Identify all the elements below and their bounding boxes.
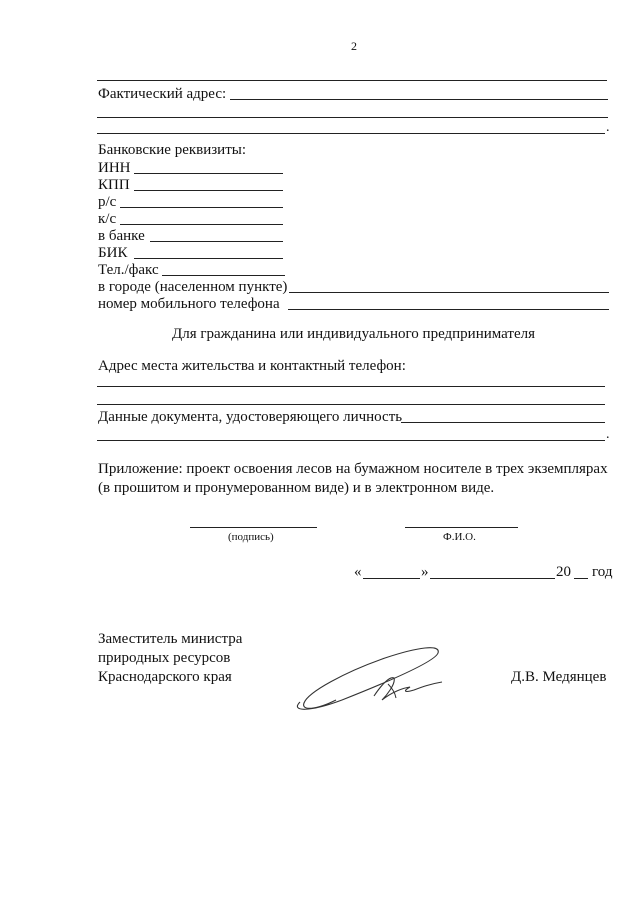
id-doc-label: Данные документа, удостоверяющего личность — [98, 409, 403, 425]
bik-field[interactable] — [134, 258, 283, 259]
phone-fax-label: Тел./факс — [98, 262, 159, 278]
actual-address-field[interactable] — [230, 99, 608, 100]
kpp-label: КПП — [98, 177, 130, 193]
attachment-line2: (в прошитом и пронумерованном виде) и в электронном виде. — [98, 480, 495, 496]
date-month-field[interactable] — [430, 578, 555, 579]
signature-field[interactable] — [190, 527, 317, 528]
actual-address-field-2[interactable] — [97, 117, 608, 118]
handwritten-signature — [290, 640, 460, 720]
city-field[interactable] — [289, 292, 609, 293]
id-doc-field-2[interactable] — [97, 440, 605, 441]
bank-field[interactable] — [150, 241, 283, 242]
date-year-field[interactable] — [574, 578, 588, 579]
period: . — [606, 427, 610, 442]
inn-field[interactable] — [134, 173, 283, 174]
residence-field-2[interactable] — [97, 404, 605, 405]
rs-field[interactable] — [120, 207, 283, 208]
mobile-label: номер мобильного телефона — [98, 296, 280, 312]
city-label: в городе (населенном пункте) — [98, 279, 288, 295]
id-doc-field[interactable] — [401, 422, 605, 423]
kpp-field[interactable] — [134, 190, 283, 191]
residence-label: Адрес места жительства и контактный телефон: — [98, 358, 406, 374]
bank-label: в банке — [98, 228, 145, 244]
actual-address-field-3[interactable] — [97, 133, 605, 134]
signature-caption: (подпись) — [228, 531, 274, 543]
inn-label: ИНН — [98, 160, 131, 176]
date-year-suffix: год — [592, 564, 613, 580]
attachment-line1: Приложение: проект освоения лесов на бумажном носителе в трех экземплярах — [98, 461, 608, 477]
phone-fax-field[interactable] — [162, 275, 285, 276]
bik-label: БИК — [98, 245, 128, 261]
mobile-field[interactable] — [288, 309, 609, 310]
page-number: 2 — [351, 39, 357, 53]
actual-address-label: Фактический адрес: — [98, 86, 227, 102]
signatory-name: Д.В. Медянцев — [511, 669, 607, 685]
fio-field[interactable] — [405, 527, 518, 528]
residence-field[interactable] — [97, 386, 605, 387]
date-day-field[interactable] — [363, 578, 420, 579]
signatory-position-line1: Заместитель министра — [98, 631, 243, 647]
date-open-quote: « — [354, 564, 362, 580]
signatory-position-line3: Краснодарского края — [98, 669, 232, 685]
citizen-heading: Для гражданина или индивидуального предпринимателя — [172, 326, 536, 342]
fio-caption: Ф.И.О. — [443, 531, 476, 543]
period: . — [606, 120, 610, 135]
ks-label: к/с — [98, 211, 117, 227]
date-close-quote: » — [421, 564, 429, 580]
ks-field[interactable] — [120, 224, 283, 225]
date-year-prefix: 20 — [556, 564, 571, 580]
signatory-position-line2: природных ресурсов — [98, 650, 231, 666]
fill-line[interactable] — [97, 80, 607, 81]
bank-details-label: Банковские реквизиты: — [98, 142, 247, 158]
rs-label: р/с — [98, 194, 117, 210]
